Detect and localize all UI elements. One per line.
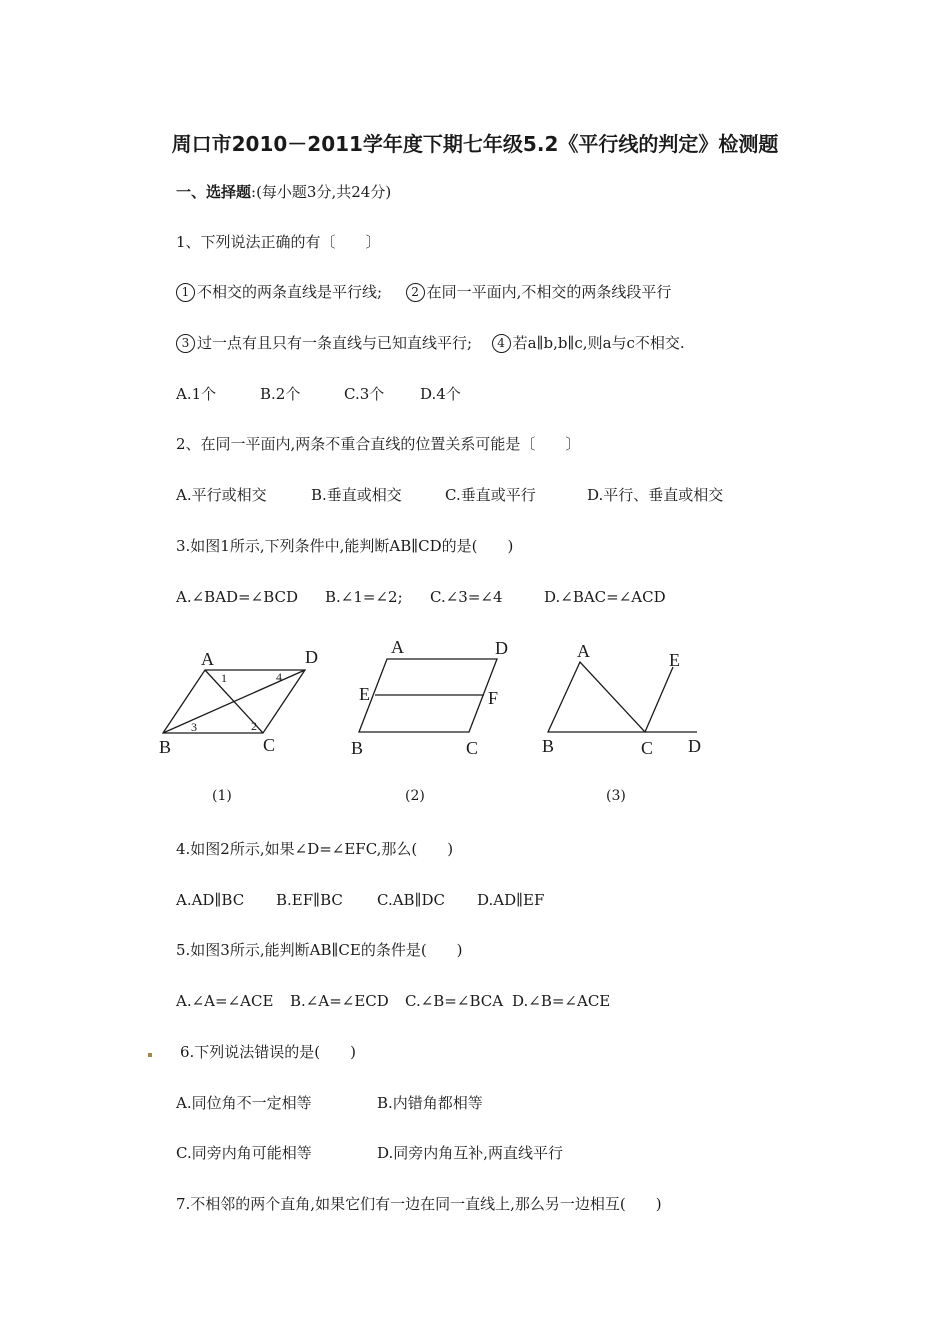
q6-option-c: C.同旁内角可能相等 <box>176 1144 312 1162</box>
q3-option-b: B.∠1=∠2; <box>325 588 403 606</box>
fig1-label-a: A <box>201 649 214 669</box>
fig3-triangle-abc <box>548 662 645 732</box>
section-heading-line <box>176 182 391 202</box>
q1-statement-1: 不相交的两条直线是平行线; <box>197 283 383 301</box>
fig1-label-b: B <box>159 737 172 757</box>
q1-option-a: A.1个 <box>176 385 217 403</box>
fig2-label-a: A <box>391 637 404 657</box>
q2-option-c: C.垂直或平行 <box>445 486 536 504</box>
fig2-label-c: C <box>466 738 479 758</box>
fig1-angle-1: 1 <box>221 671 227 685</box>
fig3-ray-ce <box>645 667 673 732</box>
figure-2 <box>345 632 520 762</box>
q5-stem: 5.如图3所示,能判断AB∥CE的条件是( ) <box>176 941 463 959</box>
fig2-label-f: F <box>488 688 499 708</box>
q1-statement-2: 在同一平面内,不相交的两条线段平行 <box>426 283 672 301</box>
fig2-label-e: E <box>359 684 370 704</box>
q1-option-d: D.4个 <box>420 385 461 403</box>
fig3-label-a: A <box>577 641 590 661</box>
q2-option-b: B.垂直或相交 <box>311 486 402 504</box>
q4-option-a: A.AD∥BC <box>176 891 245 909</box>
q1-statement-4: 若a∥b,b∥c,则a与c不相交. <box>512 334 685 352</box>
figure-2-caption: (2) <box>405 788 425 804</box>
q6-option-b: B.内错角都相等 <box>377 1094 483 1112</box>
q1-stem: 1、下列说法正确的有〔 〕 <box>176 233 381 251</box>
fig1-label-c: C <box>263 735 276 755</box>
q1-statements-row2 <box>176 333 685 353</box>
page-title: 周口市2010－2011学年度下期七年级5.2《平行线的判定》检测题 <box>171 132 779 156</box>
fig3-label-d: D <box>688 736 701 756</box>
circled-number-1: 1 <box>176 283 195 302</box>
fig1-angle-3: 3 <box>191 720 197 734</box>
q7-stem: 7.不相邻的两个直角,如果它们有一边在同一直线上,那么另一边相互( ) <box>176 1195 662 1213</box>
circled-number-2: 2 <box>406 283 425 302</box>
q5-option-a: A.∠A=∠ACE <box>176 992 274 1010</box>
q5-option-b: B.∠A=∠ECD <box>290 992 389 1010</box>
fig1-angle-4: 4 <box>276 670 282 684</box>
q5-option-c: C.∠B=∠BCA <box>405 992 504 1010</box>
circled-number-3: 3 <box>176 334 195 353</box>
q6-stem: 6.下列说法错误的是( ) <box>180 1043 357 1061</box>
fig3-label-b: B <box>542 736 555 756</box>
stray-mark <box>148 1053 152 1057</box>
q5-option-d: D.∠B=∠ACE <box>512 992 611 1010</box>
section-note: :(每小题3分,共24分) <box>251 183 392 201</box>
q1-option-c: C.3个 <box>344 385 385 403</box>
section-heading: 一、选择题 <box>176 183 252 201</box>
q3-option-a: A.∠BAD=∠BCD <box>176 588 298 606</box>
q6-option-d: D.同旁内角互补,两直线平行 <box>377 1144 564 1162</box>
q4-stem: 4.如图2所示,如果∠D=∠EFC,那么( ) <box>176 840 454 858</box>
q4-option-c: C.AB∥DC <box>377 891 445 909</box>
fig2-label-d: D <box>495 638 508 658</box>
q6-option-a: A.同位角不一定相等 <box>176 1094 312 1112</box>
fig3-label-e: E <box>669 650 680 670</box>
q1-statements-row1 <box>176 282 671 302</box>
q2-option-a: A.平行或相交 <box>176 486 267 504</box>
fig2-label-b: B <box>351 738 364 758</box>
q1-option-b: B.2个 <box>260 385 301 403</box>
fig1-label-d: D <box>305 647 318 667</box>
figure-3 <box>535 632 710 762</box>
q1-statement-3: 过一点有且只有一条直线与已知直线平行; <box>197 334 473 352</box>
q4-option-d: D.AD∥EF <box>477 891 545 909</box>
q2-stem: 2、在同一平面内,两条不重合直线的位置关系可能是〔 〕 <box>176 435 581 453</box>
q2-option-d: D.平行、垂直或相交 <box>587 486 724 504</box>
q3-option-c: C.∠3=∠4 <box>430 588 503 606</box>
figure-1-caption: (1) <box>212 788 232 804</box>
figure-3-caption: (3) <box>606 788 626 804</box>
circled-number-4: 4 <box>492 334 511 353</box>
q3-option-d: D.∠BAC=∠ACD <box>544 588 666 606</box>
figure-1 <box>150 640 330 765</box>
fig1-angle-2: 2 <box>251 719 257 733</box>
q4-option-b: B.EF∥BC <box>276 891 343 909</box>
q3-stem: 3.如图1所示,下列条件中,能判断AB∥CD的是( ) <box>176 537 514 555</box>
fig3-label-c: C <box>641 738 654 758</box>
